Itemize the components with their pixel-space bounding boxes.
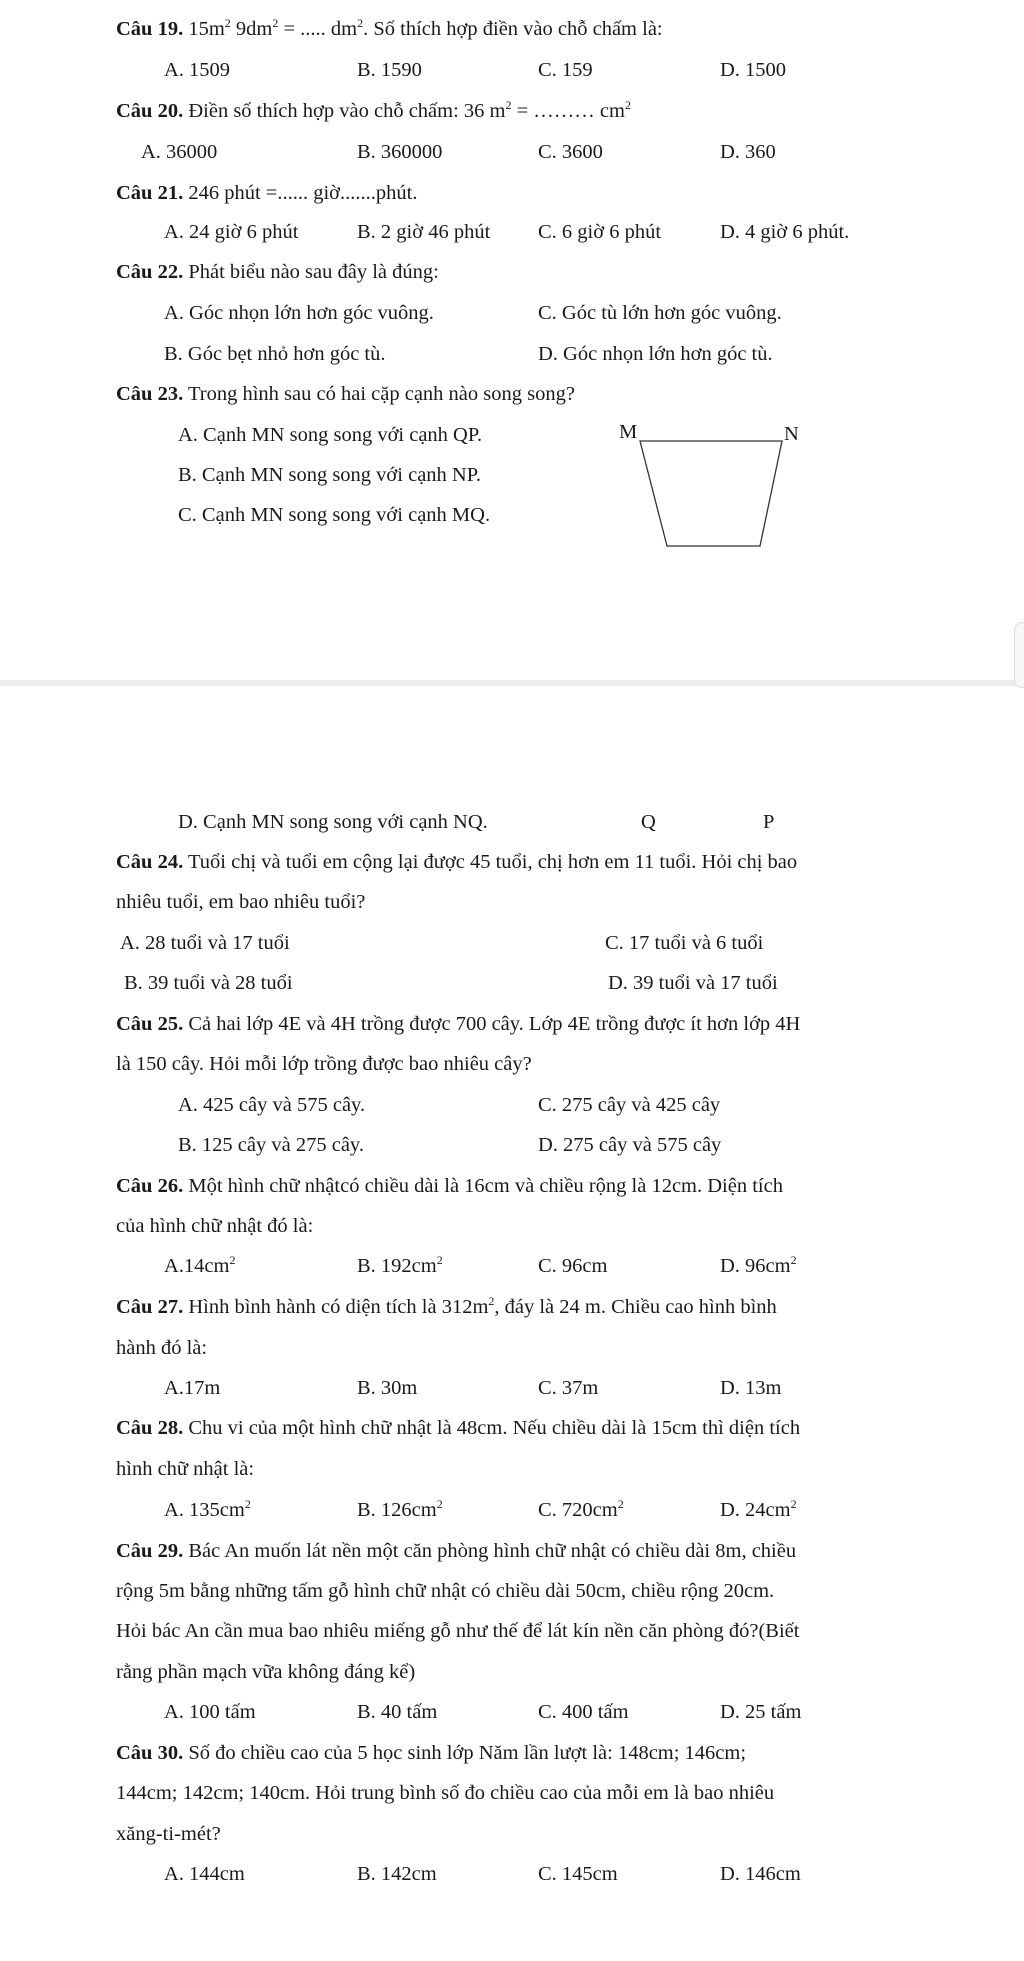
stem-text: = ..... dm [278,18,358,40]
answer-option[interactable]: B. 2 giờ 46 phút [357,221,491,243]
answer-option[interactable]: B. Cạnh MN song song với cạnh NP. [178,464,481,486]
answer-option[interactable] [720,1497,797,1523]
question-label: Câu 20. [116,100,184,122]
vertex-label-p: P [763,811,775,833]
question-29-stem-cont: Hỏi bác An cần mua bao nhiêu miếng gỗ như thế để lát kín nền căn phòng đó?(Biết [116,1620,800,1642]
page-separator [0,680,1024,686]
answer-option[interactable]: C. Góc tù lớn hơn góc vuông. [538,302,782,324]
question-27-stem-cont: hành đó là: [116,1337,208,1359]
question-30-stem-cont: xăng-ti-mét? [116,1823,221,1845]
superscript: 2 [505,98,512,113]
answer-option[interactable]: C. 159 [538,59,593,81]
question-24-stem-cont: nhiêu tuổi, em bao nhiêu tuổi? [116,891,366,913]
answer-option[interactable]: D. 275 cây và 575 cây [538,1134,722,1156]
vertex-label-n: N [784,423,799,445]
answer-option[interactable]: D. 39 tuổi và 17 tuổi [608,972,778,994]
stem-text: Hình bình hành có diện tích là 312m [183,1296,489,1318]
answer-option[interactable]: C. Cạnh MN song song với cạnh MQ. [178,504,491,526]
question-30-stem [116,1740,746,1766]
superscript: 2 [436,1497,443,1512]
answer-option[interactable]: C. 145cm [538,1863,618,1885]
stem-text: = ……… cm [511,100,625,122]
answer-option[interactable]: C. 17 tuổi và 6 tuổi [605,932,764,954]
superscript: 2 [357,16,364,31]
question-label: Câu 26. [116,1175,184,1197]
superscript: 2 [224,16,231,31]
superscript: 2 [617,1497,624,1512]
answer-option[interactable] [357,1253,443,1279]
question-label: Câu 19. [116,18,184,40]
answer-option[interactable]: A. Góc nhọn lớn hơn góc vuông. [164,302,434,324]
option-text: C. 720cm [538,1499,618,1521]
question-29-stem [116,1538,796,1564]
question-label: Câu 22. [116,261,184,283]
answer-option[interactable] [538,1497,624,1523]
answer-option[interactable]: B. 1590 [357,59,422,81]
answer-option[interactable]: A. 24 giờ 6 phút [164,221,299,243]
option-text: B. 192cm [357,1255,437,1277]
question-28-stem [116,1415,800,1441]
question-label: Câu 27. [116,1296,184,1318]
answer-option[interactable] [720,1253,797,1279]
answer-option[interactable]: D. 146cm [720,1863,801,1885]
superscript: 2 [244,1497,251,1512]
option-text: A. 135cm [164,1499,245,1521]
answer-option[interactable]: B. Góc bẹt nhỏ hơn góc tù. [164,343,386,365]
answer-option[interactable]: A. 144cm [164,1863,245,1885]
answer-option[interactable]: A. 100 tấm [164,1701,256,1723]
question-label: Câu 28. [116,1417,184,1439]
answer-option[interactable]: D. 25 tấm [720,1701,802,1723]
answer-option[interactable]: B. 142cm [357,1863,437,1885]
question-label: Câu 29. [116,1540,184,1562]
stem-text: Cả hai lớp 4E và 4H trồng được 700 cây. Lớp 4E trồng được ít hơn lớp 4H [183,1013,801,1035]
question-28-stem-cont: hình chữ nhật là: [116,1458,255,1480]
superscript: 2 [488,1294,495,1309]
answer-option[interactable]: B. 360000 [357,141,443,163]
question-26-stem [116,1173,783,1199]
question-30-stem-cont: 144cm; 142cm; 140cm. Hỏi trung bình số đo chiều cao của mỗi em là bao nhiêu [116,1782,775,1804]
option-text: D. 96cm [720,1255,791,1277]
question-25-stem [116,1011,800,1037]
question-label: Câu 30. [116,1742,184,1764]
stem-text: Số đo chiều cao của 5 học sinh lớp Năm lần lượt là: 148cm; 146cm; [183,1742,747,1764]
superscript: 2 [790,1497,797,1512]
answer-option[interactable]: D. Góc nhọn lớn hơn góc tù. [538,343,773,365]
question-25-stem-cont: là 150 cây. Hỏi mỗi lớp trồng được bao nhiêu cây? [116,1053,532,1075]
answer-option[interactable]: A.17m [164,1377,221,1399]
vertex-label-q: Q [641,811,656,833]
stem-text: 9dm [230,18,273,40]
question-29-stem-cont: rộng 5m bằng những tấm gỗ hình chữ nhật có chiều dài 50cm, chiều rộng 20cm. [116,1580,775,1602]
answer-option[interactable]: A. 36000 [141,141,218,163]
stem-text: Phát biểu nào sau đây là đúng: [183,261,439,283]
stem-text: . Số thích hợp điền vào chỗ chấm là: [363,18,663,40]
stem-text: 15m [183,18,225,40]
trapezoid-shape [640,441,782,546]
stem-text: Tuổi chị và tuổi em cộng lại được 45 tuổi, chị hơn em 11 tuổi. Hỏi chị bao [183,851,798,873]
question-label: Câu 24. [116,851,184,873]
answer-option[interactable]: C. 37m [538,1377,599,1399]
vertex-label-m: M [619,421,638,443]
stem-text: Một hình chữ nhậtcó chiều dài là 16cm và chiều rộng là 12cm. Diện tích [183,1175,783,1197]
question-27-stem [116,1294,777,1320]
superscript: 2 [624,98,631,113]
answer-option[interactable]: D. 1500 [720,59,787,81]
superscript: 2 [229,1253,236,1268]
stem-text: Bác An muốn lát nền một căn phòng hình chữ nhật có chiều dài 8m, chiều [183,1540,797,1562]
answer-option[interactable]: D. Cạnh MN song song với cạnh NQ. [178,811,488,833]
answer-option[interactable]: D. 360 [720,141,776,163]
stem-text: Trong hình sau có hai cặp cạnh nào song song? [183,383,575,405]
option-text: B. 126cm [357,1499,437,1521]
answer-option[interactable]: B. 39 tuổi và 28 tuổi [124,972,293,994]
answer-option[interactable]: C. 96cm [538,1255,608,1277]
answer-option[interactable]: A. 1509 [164,59,231,81]
answer-option[interactable]: B. 30m [357,1377,418,1399]
option-text: D. 24cm [720,1499,791,1521]
trapezoid-figure [0,0,1024,700]
question-label: Câu 25. [116,1013,184,1035]
superscript: 2 [436,1253,443,1268]
stem-text: 246 phút =...... giờ.......phút. [183,182,418,204]
answer-option[interactable]: C. 3600 [538,141,603,163]
question-label: Câu 21. [116,182,184,204]
superscript: 2 [272,16,279,31]
stem-text: Chu vi của một hình chữ nhật là 48cm. Nếu chiều dài là 15cm thì diện tích [183,1417,801,1439]
answer-option[interactable]: B. 125 cây và 275 cây. [178,1134,364,1156]
question-label: Câu 23. [116,383,184,405]
superscript: 2 [790,1253,797,1268]
stem-text: , đáy là 24 m. Chiều cao hình bình [494,1296,777,1318]
answer-option[interactable]: D. 4 giờ 6 phút. [720,221,850,243]
answer-option[interactable] [164,1497,251,1523]
answer-option[interactable]: A. Cạnh MN song song với cạnh QP. [178,424,483,446]
answer-option[interactable]: D. 13m [720,1377,782,1399]
answer-option[interactable]: C. 6 giờ 6 phút [538,221,662,243]
question-26-stem-cont: của hình chữ nhật đó là: [116,1215,314,1237]
answer-option[interactable]: C. 400 tấm [538,1701,629,1723]
answer-option[interactable]: B. 40 tấm [357,1701,438,1723]
answer-option[interactable] [164,1253,235,1279]
question-29-stem-cont: rằng phần mạch vữa không đáng kể) [116,1661,416,1683]
question-24-stem [116,849,797,875]
answer-option[interactable]: C. 275 cây và 425 cây [538,1094,721,1116]
option-text: A.14cm [164,1255,230,1277]
stem-text: Điền số thích hợp vào chỗ chấm: 36 m [183,100,506,122]
answer-option[interactable] [357,1497,443,1523]
scroll-edge-handle[interactable] [1014,622,1024,688]
answer-option[interactable]: A. 28 tuổi và 17 tuổi [120,932,290,954]
answer-option[interactable]: A. 425 cây và 575 cây. [178,1094,366,1116]
